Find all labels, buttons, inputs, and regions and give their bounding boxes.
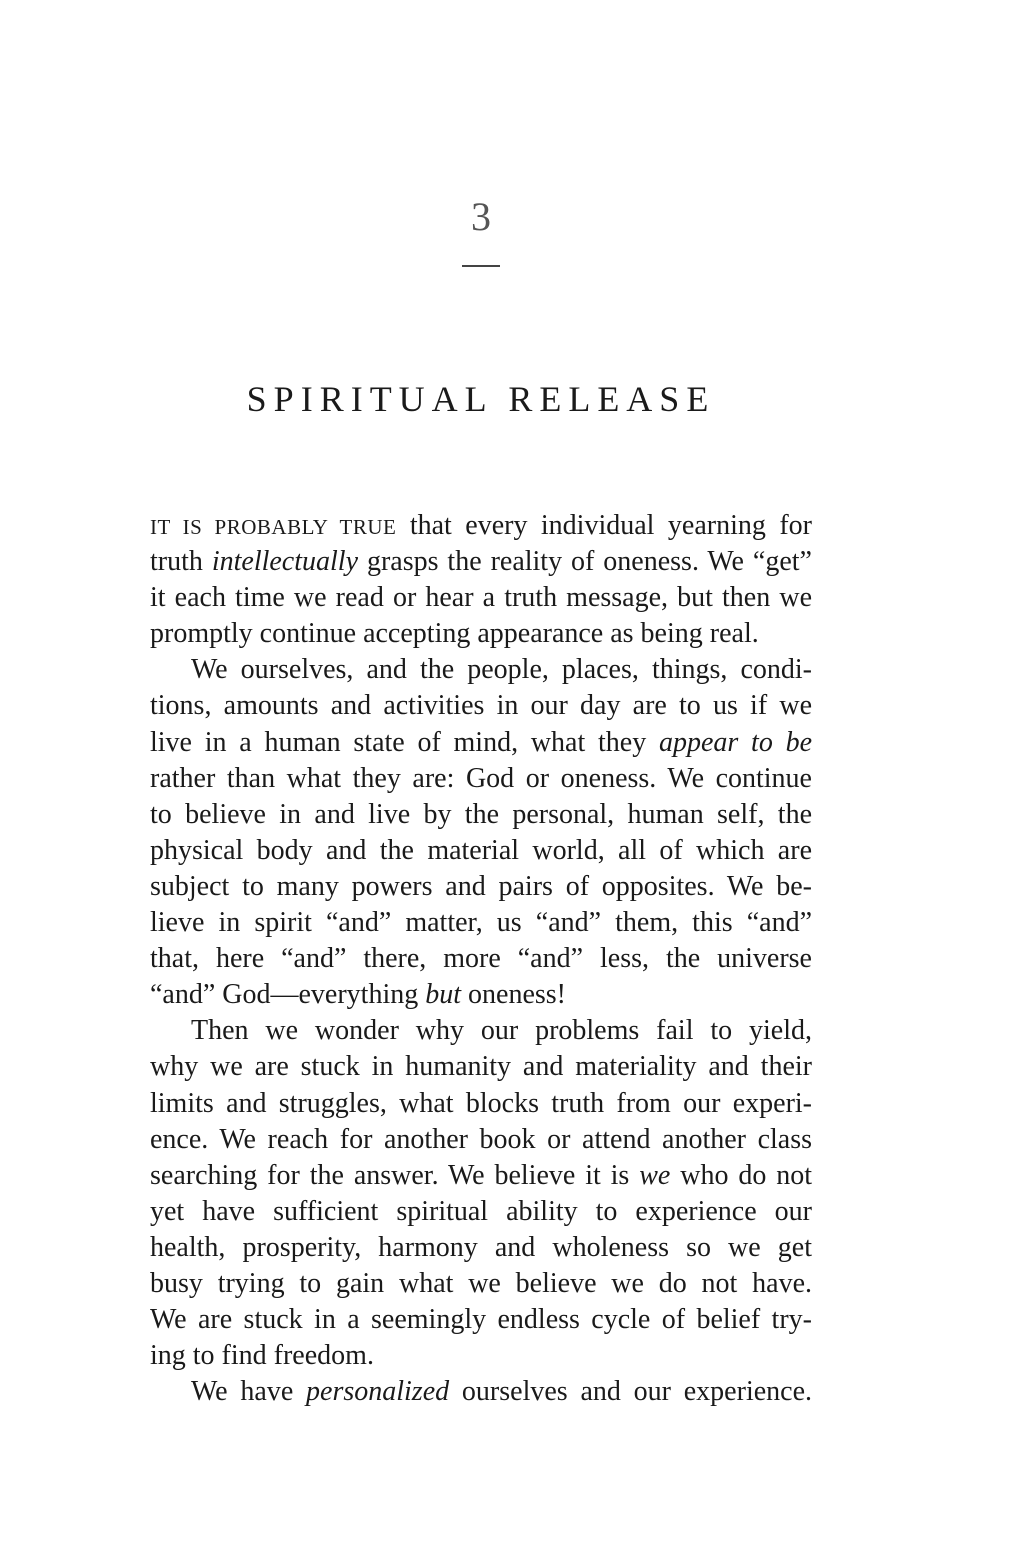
chapter-divider (462, 265, 500, 267)
text-line: rather than what they are: God or oneness. We continue (150, 762, 812, 794)
text-line: busy trying to gain what we believe we do not have. (150, 1267, 812, 1299)
text-line: truth intellectually grasps the reality of oneness. We “get” (150, 546, 812, 578)
emphasis: personalized (306, 1376, 450, 1408)
text-line: physical body and the material world, all of which are (150, 834, 812, 866)
emphasis: intellectually (211, 546, 358, 578)
text-line: tions, amounts and activities in our day are to us if we (150, 690, 812, 722)
text-line: it each time we read or hear a truth message, but then we (150, 582, 812, 614)
text-line: health, prosperity, harmony and wholeness so we get (150, 1231, 812, 1263)
text-line: to believe in and live by the personal, human self, the (150, 798, 812, 830)
text-line: that, here “and” there, more “and” less, the universe (150, 943, 812, 975)
chapter-title: SPIRITUAL RELEASE (246, 379, 716, 419)
opening-small-caps: IT IS PROBABLY TRUE (150, 515, 397, 539)
text-line: searching for the answer. We believe it is we who do not (150, 1159, 812, 1191)
text-line: Then we wonder why our problems fail to yield, (191, 1015, 812, 1047)
text-line: ing to find freedom. (150, 1340, 374, 1372)
emphasis: but (425, 979, 462, 1011)
text-line: lieve in spirit “and” matter, us “and” them, this “and” (150, 907, 812, 939)
text-line: IT IS PROBABLY TRUE that every individual yearning for (150, 510, 812, 541)
text-line: promptly continue accepting appearance as being real. (150, 618, 759, 650)
chapter-number: 3 (471, 194, 491, 239)
emphasis: we (639, 1159, 671, 1191)
text-line: “and” God—everything but oneness! (150, 979, 567, 1011)
emphasis: appear to be (658, 726, 812, 758)
text-line: yet have sufficient spiritual ability to experience our (150, 1195, 812, 1227)
text-line: subject to many powers and pairs of opposites. We be- (150, 870, 812, 902)
text-line: We have personalized ourselves and our experience. (191, 1376, 812, 1408)
text-line: live in a human state of mind, what they appear to be (150, 726, 812, 758)
text-line: We are stuck in a seemingly endless cycle of belief try- (150, 1304, 812, 1336)
text-line: ence. We reach for another book or attend another class (150, 1123, 812, 1155)
chapter-body (150, 508, 812, 1410)
text-line: limits and struggles, what blocks truth from our experi- (150, 1087, 812, 1119)
text-line: We ourselves, and the people, places, things, condi- (191, 654, 812, 686)
text-line: why we are stuck in humanity and materiality and their (150, 1051, 812, 1083)
